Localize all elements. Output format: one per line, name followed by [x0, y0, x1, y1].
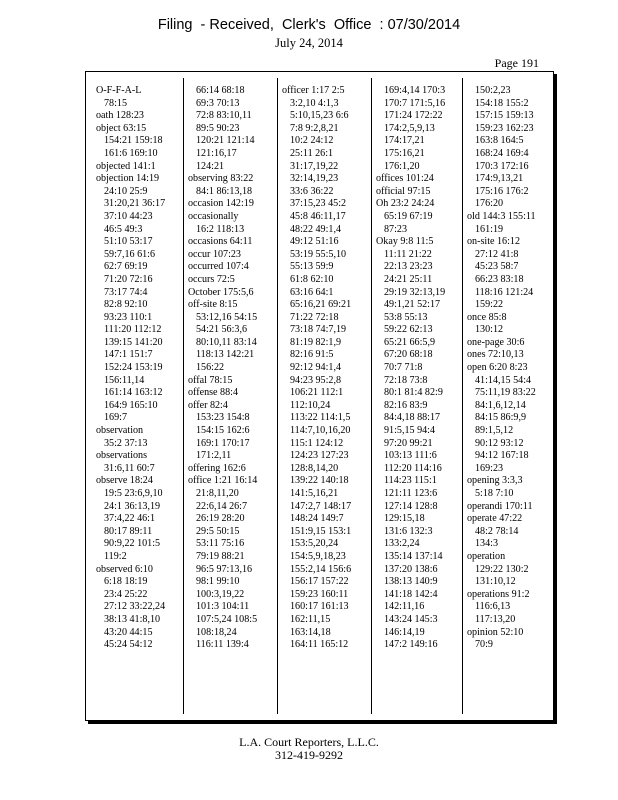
index-reference-line: 100:3,19,22 — [196, 588, 245, 600]
index-reference-line: 170:7 171:5,16 — [384, 97, 446, 109]
index-reference-line: 143:24 145:3 — [384, 613, 438, 625]
index-reference-line: 54:21 56:3,6 — [196, 324, 248, 336]
index-reference-line: 84:1,6,12,14 — [475, 399, 526, 411]
index-reference-line: 90:9,22 101:5 — [104, 538, 161, 550]
index-reference-line: 45:24 54:12 — [104, 639, 153, 651]
index-reference-line: 89:5 90:23 — [196, 122, 240, 134]
index-reference-line: 72:8 83:10,11 — [196, 110, 252, 122]
index-reference-line: 6:18 18:19 — [104, 576, 148, 588]
index-reference-line: 59:22 62:13 — [384, 324, 433, 336]
index-reference-line: 7:8 9:2,8,21 — [290, 122, 339, 134]
index-reference-line: 161:14 163:12 — [104, 387, 163, 399]
index-reference-line: 49:12 51:16 — [290, 236, 339, 248]
footer-phone: 312-419-9292 — [275, 748, 343, 762]
index-reference-line: 107:5,24 108:5 — [196, 613, 258, 625]
index-reference-line: 65:19 67:19 — [384, 210, 433, 222]
index-reference-line: 53:8 55:13 — [384, 311, 428, 323]
index-reference-line: 24:21 25:11 — [384, 273, 433, 285]
index-reference-line: 27:12 33:22,24 — [104, 601, 166, 613]
index-reference-line: 45:23 58:7 — [475, 261, 519, 273]
index-reference-line: 31:17,19,22 — [290, 160, 339, 172]
index-entry: offal 78:15 — [188, 374, 233, 386]
index-reference-line: 114:23 115:1 — [384, 475, 437, 487]
index-entry: offices 101:24 — [376, 173, 434, 185]
index-reference-line: 124:23 127:23 — [290, 450, 349, 462]
index-reference-line: 169:1 170:17 — [196, 437, 250, 449]
index-entry: observed 6:10 — [96, 563, 153, 575]
index-reference-line: 90:12 93:12 — [475, 437, 524, 449]
index-entry: objection 14:19 — [96, 173, 160, 185]
index-entry: offense 88:4 — [188, 387, 238, 399]
index-reference-line: 171:2,11 — [196, 450, 232, 462]
index-reference-line: 22:6,14 26:7 — [196, 500, 248, 512]
index-reference-line: 147:2 149:16 — [384, 639, 438, 651]
index-reference-line: 137:20 138:6 — [384, 563, 438, 575]
index-entry: on-site 16:12 — [467, 236, 520, 248]
index-reference-line: 156:22 — [196, 362, 225, 374]
index-reference-line: 130:12 — [475, 324, 504, 336]
column-divider — [277, 78, 278, 714]
index-reference-line: 112:20 114:16 — [384, 462, 442, 474]
index-reference-line: 131:6 132:3 — [384, 525, 433, 537]
index-reference-line: 71:20 72:16 — [104, 273, 153, 285]
index-reference-line: 169:4,14 170:3 — [384, 85, 446, 96]
index-reference-line: 153:23 154:8 — [196, 412, 250, 424]
index-reference-line: 118:16 121:24 — [475, 286, 534, 298]
index-reference-line: 108:18,24 — [196, 626, 237, 638]
index-reference-line: 171:24 172:22 — [384, 110, 443, 122]
column-divider — [183, 78, 184, 714]
index-reference-line: 80:1 81:4 82:9 — [384, 387, 443, 399]
index-reference-line: 141:5,16,21 — [290, 488, 339, 499]
index-reference-line: 154:5,9,18,23 — [290, 550, 346, 562]
filing-stamp-header: Filing - Received, Clerk's Office : 07/30/2014 — [157, 17, 461, 33]
index-reference-line: 84:1 86:13,18 — [196, 185, 253, 197]
index-reference-line: 32:14,19,23 — [290, 173, 339, 185]
index-reference-line: 121:11 123:6 — [384, 488, 438, 499]
index-reference-line: 45:8 46:11,17 — [290, 210, 346, 222]
index-reference-line: 46:5 49:3 — [104, 223, 143, 235]
index-entry: observation — [96, 425, 144, 437]
index-reference-line: 73:18 74:7,19 — [290, 324, 347, 336]
index-reference-line: 41:14,15 54:4 — [475, 374, 532, 386]
index-reference-line: 161:6 169:10 — [104, 147, 158, 159]
index-reference-line: 152:24 153:19 — [104, 362, 163, 374]
index-reference-line: 23:4 25:22 — [104, 588, 148, 600]
index-reference-line: 37:15,23 45:2 — [290, 198, 347, 210]
index-reference-line: 154:21 159:18 — [104, 135, 163, 147]
index-reference-line: 66:14 68:18 — [196, 85, 245, 96]
index-reference-line: 80:17 89:11 — [104, 525, 153, 537]
index-entry: opening 3:3,3 — [467, 475, 523, 487]
column-divider — [371, 78, 372, 714]
index-reference-line: 159:22 — [475, 299, 504, 311]
index-reference-line: 115:1 124:12 — [290, 437, 344, 449]
index-reference-line: 79:19 88:21 — [196, 550, 245, 562]
index-reference-line: 176:1,20 — [384, 160, 420, 172]
index-reference-line: 159:23 160:11 — [290, 588, 349, 600]
index-entry: occurs 72:5 — [188, 273, 235, 285]
index-entry: Oh 23:2 24:24 — [376, 198, 435, 210]
index-entry: official 97:15 — [376, 185, 431, 197]
index-reference-line: 91:5,15 94:4 — [384, 425, 436, 437]
index-reference-line: 87:23 — [384, 223, 407, 235]
index-entry: O-F-F-A-L — [96, 85, 142, 96]
index-reference-line: 22:13 23:23 — [384, 261, 433, 273]
index-reference-line: 134:3 — [475, 538, 498, 550]
index-reference-line: 157:15 159:13 — [475, 110, 534, 122]
index-reference-line: 127:14 128:8 — [384, 500, 438, 512]
index-reference-line: 3:2,10 4:1,3 — [290, 97, 339, 109]
index-entry: old 144:3 155:11 — [467, 210, 536, 222]
index-reference-line: 96:5 97:13,16 — [196, 563, 253, 575]
index-reference-line: 97:20 99:21 — [384, 437, 433, 449]
index-reference-line: 151:9,15 153:1 — [290, 525, 352, 537]
index-reference-line: 135:14 137:14 — [384, 550, 443, 562]
index-entry: oath 128:23 — [96, 110, 144, 122]
index-reference-line: 175:16 176:2 — [475, 185, 529, 197]
index-reference-line: 67:20 68:18 — [384, 349, 433, 361]
index-entry: observe 18:24 — [96, 475, 153, 487]
index-entry: operandi 170:11 — [467, 500, 533, 512]
index-entry: occasionally — [188, 210, 239, 222]
index-reference-line: 29:19 32:13,19 — [384, 286, 446, 298]
index-entry: observations — [96, 450, 148, 462]
index-entry: offering 162:6 — [188, 462, 246, 474]
index-reference-line: 141:18 142:4 — [384, 588, 438, 600]
index-reference-line: 113:22 114:1,5 — [290, 412, 351, 424]
index-reference-line: 174:9,13,21 — [475, 173, 524, 185]
index-reference-line: 133:2,24 — [384, 538, 420, 550]
index-reference-line: 82:16 91:5 — [290, 349, 334, 361]
index-reference-line: 163:8 164:5 — [475, 135, 524, 147]
index-entry: occasion 142:19 — [188, 198, 254, 210]
index-reference-line: 147:2,7 148:17 — [290, 500, 352, 512]
index-entry: operation — [467, 550, 506, 562]
index-reference-line: 65:16,21 69:21 — [290, 299, 352, 311]
index-reference-line: 129:15,18 — [384, 513, 425, 525]
index-reference-line: 139:22 140:18 — [290, 475, 349, 487]
index-reference-line: 63:16 64:1 — [290, 286, 334, 298]
index-reference-line: 150:2,23 — [475, 85, 511, 96]
index-reference-line: 160:17 161:13 — [290, 601, 349, 613]
index-reference-line: 31:6,11 60:7 — [104, 462, 155, 474]
index-reference-line: 139:15 141:20 — [104, 336, 163, 348]
index-reference-line: 162:11,15 — [290, 613, 331, 625]
index-reference-line: 148:24 149:7 — [290, 513, 344, 525]
index-reference-line: 84:4,18 88:17 — [384, 412, 441, 424]
index-column-1 — [96, 85, 165, 652]
index-reference-line: 21:8,11,20 — [196, 488, 239, 499]
index-column-5 — [467, 85, 536, 652]
index-entry: occur 107:23 — [188, 248, 241, 260]
index-entry: open 6:20 8:23 — [467, 362, 528, 374]
index-reference-line: 16:2 118:13 — [196, 223, 245, 235]
index-reference-line: 80:10,11 83:14 — [196, 336, 257, 348]
index-reference-line: 121:16,17 — [196, 147, 237, 159]
index-reference-line: 116:11 139:4 — [196, 639, 249, 651]
index-entry: one-page 30:6 — [467, 336, 525, 348]
index-reference-line: 11:11 21:22 — [384, 248, 432, 260]
index-entry: off-site 8:15 — [188, 299, 238, 311]
index-reference-line: 131:10,12 — [475, 576, 516, 588]
index-reference-line: 24:1 36:13,19 — [104, 500, 161, 512]
index-reference-line: 155:2,14 156:6 — [290, 563, 352, 575]
index-reference-line: 128:8,14,20 — [290, 462, 339, 474]
index-reference-line: 174:17,21 — [384, 135, 425, 147]
index-reference-line: 37:4,22 46:1 — [104, 513, 156, 525]
index-reference-line: 169:23 — [475, 462, 504, 474]
index-reference-line: 73:17 74:4 — [104, 286, 148, 298]
index-entry: occasions 64:11 — [188, 236, 253, 248]
index-reference-line: 169:7 — [104, 412, 127, 424]
index-reference-line: 29:5 50:15 — [196, 525, 240, 537]
index-reference-line: 156:17 157:22 — [290, 576, 349, 588]
index-reference-line: 61:8 62:10 — [290, 273, 334, 285]
index-reference-line: 5:18 7:10 — [475, 488, 514, 499]
index-reference-line: 94:23 95:2,8 — [290, 374, 342, 386]
index-reference-line: 55:13 59:9 — [290, 261, 334, 273]
index-reference-line: 119:2 — [104, 550, 127, 562]
index-reference-line: 146:14,19 — [384, 626, 425, 638]
index-reference-line: 118:13 142:21 — [196, 349, 255, 361]
index-reference-line: 163:14,18 — [290, 626, 331, 638]
index-entry: objected 141:1 — [96, 160, 156, 172]
index-reference-line: 69:3 70:13 — [196, 97, 240, 109]
index-box — [85, 71, 554, 721]
index-reference-line: 168:24 169:4 — [475, 147, 529, 159]
index-reference-line: 103:13 111:6 — [384, 450, 437, 462]
index-reference-line: 10:2 24:12 — [290, 135, 334, 147]
index-reference-line: 5:10,15,23 6:6 — [290, 110, 349, 122]
index-reference-line: 24:10 25:9 — [104, 185, 148, 197]
index-entry: object 63:15 — [96, 122, 147, 134]
index-entry: once 85:8 — [467, 311, 507, 323]
index-entry: office 1:21 16:14 — [188, 475, 258, 487]
index-reference-line: 25:11 26:1 — [290, 147, 334, 159]
index-reference-line: 78:15 — [104, 97, 127, 109]
index-column-4 — [376, 85, 445, 652]
index-reference-line: 37:10 44:23 — [104, 210, 153, 222]
index-reference-line: 70:9 — [475, 639, 493, 651]
index-reference-line: 75:11,19 83:22 — [475, 387, 536, 399]
index-reference-line: 159:23 162:23 — [475, 122, 534, 134]
index-reference-line: 116:6,13 — [475, 601, 511, 613]
index-reference-line: 43:20 44:15 — [104, 626, 153, 638]
index-reference-line: 111:20 112:12 — [104, 324, 162, 336]
index-reference-line: 70:7 71:8 — [384, 362, 423, 374]
index-reference-line: 89:1,5,12 — [475, 425, 514, 437]
index-reference-line: 27:12 41:8 — [475, 248, 519, 260]
index-reference-line: 153:5,20,24 — [290, 538, 339, 550]
index-reference-line: 174:2,5,9,13 — [384, 122, 435, 134]
index-reference-line: 53:11 75:16 — [196, 538, 245, 550]
index-reference-line: 38:13 41:8,10 — [104, 613, 161, 625]
index-entry: October 175:5,6 — [188, 286, 254, 298]
index-reference-line: 154:15 162:6 — [196, 425, 250, 437]
index-entry: ones 72:10,13 — [467, 349, 524, 361]
footer-company: L.A. Court Reporters, L.L.C. — [239, 735, 379, 749]
index-reference-line: 154:18 155:2 — [475, 97, 529, 109]
index-reference-line: 93:23 110:1 — [104, 311, 153, 323]
index-entry: operations 91:2 — [467, 588, 530, 600]
index-reference-line: 101:3 104:11 — [196, 601, 250, 613]
index-reference-line: 175:16,21 — [384, 147, 425, 159]
index-reference-line: 117:13,20 — [475, 613, 516, 625]
index-entry: operate 47:22 — [467, 513, 523, 525]
index-reference-line: 48:22 49:1,4 — [290, 223, 342, 235]
index-column-3 — [282, 85, 351, 652]
index-reference-line: 92:12 94:1,4 — [290, 362, 342, 374]
index-reference-line: 84:15 86:9,9 — [475, 412, 527, 424]
index-entry: occurred 107:4 — [188, 261, 249, 273]
index-reference-line: 33:6 36:22 — [290, 185, 334, 197]
index-reference-line: 129:22 130:2 — [475, 563, 529, 575]
index-reference-line: 142:11,16 — [384, 601, 425, 613]
index-reference-line: 94:12 167:18 — [475, 450, 529, 462]
index-reference-line: 120:21 121:14 — [196, 135, 255, 147]
index-reference-line: 62:7 69:19 — [104, 261, 148, 273]
index-reference-line: 71:22 72:18 — [290, 311, 339, 323]
index-reference-line: 170:3 172:16 — [475, 160, 529, 172]
index-reference-line: 31:20,21 36:17 — [104, 198, 166, 210]
column-divider — [462, 78, 463, 714]
index-reference-line: 112:10,24 — [290, 399, 331, 411]
index-reference-line: 26:19 28:20 — [196, 513, 245, 525]
index-entry: observing 83:22 — [188, 173, 254, 185]
index-reference-line: 114:7,10,16,20 — [290, 425, 351, 437]
index-reference-line: 51:10 53:17 — [104, 236, 153, 248]
index-entry: officer 1:17 2:5 — [282, 85, 345, 96]
index-reference-line: 156:11,14 — [104, 374, 145, 386]
index-column-2 — [188, 85, 257, 652]
index-reference-line: 66:23 83:18 — [475, 273, 524, 285]
index-entry: opinion 52:10 — [467, 626, 524, 638]
index-reference-line: 53:19 55:5,10 — [290, 248, 347, 260]
index-reference-line: 72:18 73:8 — [384, 374, 428, 386]
index-entry: Okay 9:8 11:5 — [376, 236, 434, 248]
index-reference-line: 161:19 — [475, 223, 504, 235]
index-reference-line: 49:1,21 52:17 — [384, 299, 441, 311]
index-reference-line: 48:2 78:14 — [475, 525, 519, 537]
index-reference-line: 82:8 92:10 — [104, 299, 148, 311]
index-reference-line: 98:1 99:10 — [196, 576, 240, 588]
index-reference-line: 147:1 151:7 — [104, 349, 153, 361]
index-reference-line: 82:16 83:9 — [384, 399, 428, 411]
index-reference-line: 53:12,16 54:15 — [196, 311, 258, 323]
index-reference-line: 65:21 66:5,9 — [384, 336, 436, 348]
index-reference-line: 106:21 112:1 — [290, 387, 344, 399]
index-reference-line: 138:13 140:9 — [384, 576, 438, 588]
index-reference-line: 124:21 — [196, 160, 225, 172]
index-reference-line: 59:7,16 61:6 — [104, 248, 156, 260]
index-reference-line: 35:2 37:13 — [104, 437, 148, 449]
index-reference-line: 164:11 165:12 — [290, 639, 349, 651]
index-reference-line: 81:19 82:1,9 — [290, 336, 342, 348]
document-date: July 24, 2014 — [275, 36, 343, 50]
page-number: Page 191 — [494, 56, 539, 70]
index-reference-line: 164:9 165:10 — [104, 399, 158, 411]
index-entry: offer 82:4 — [188, 399, 228, 411]
index-reference-line: 19:5 23:6,9,10 — [104, 488, 163, 499]
index-reference-line: 176:20 — [475, 198, 504, 210]
